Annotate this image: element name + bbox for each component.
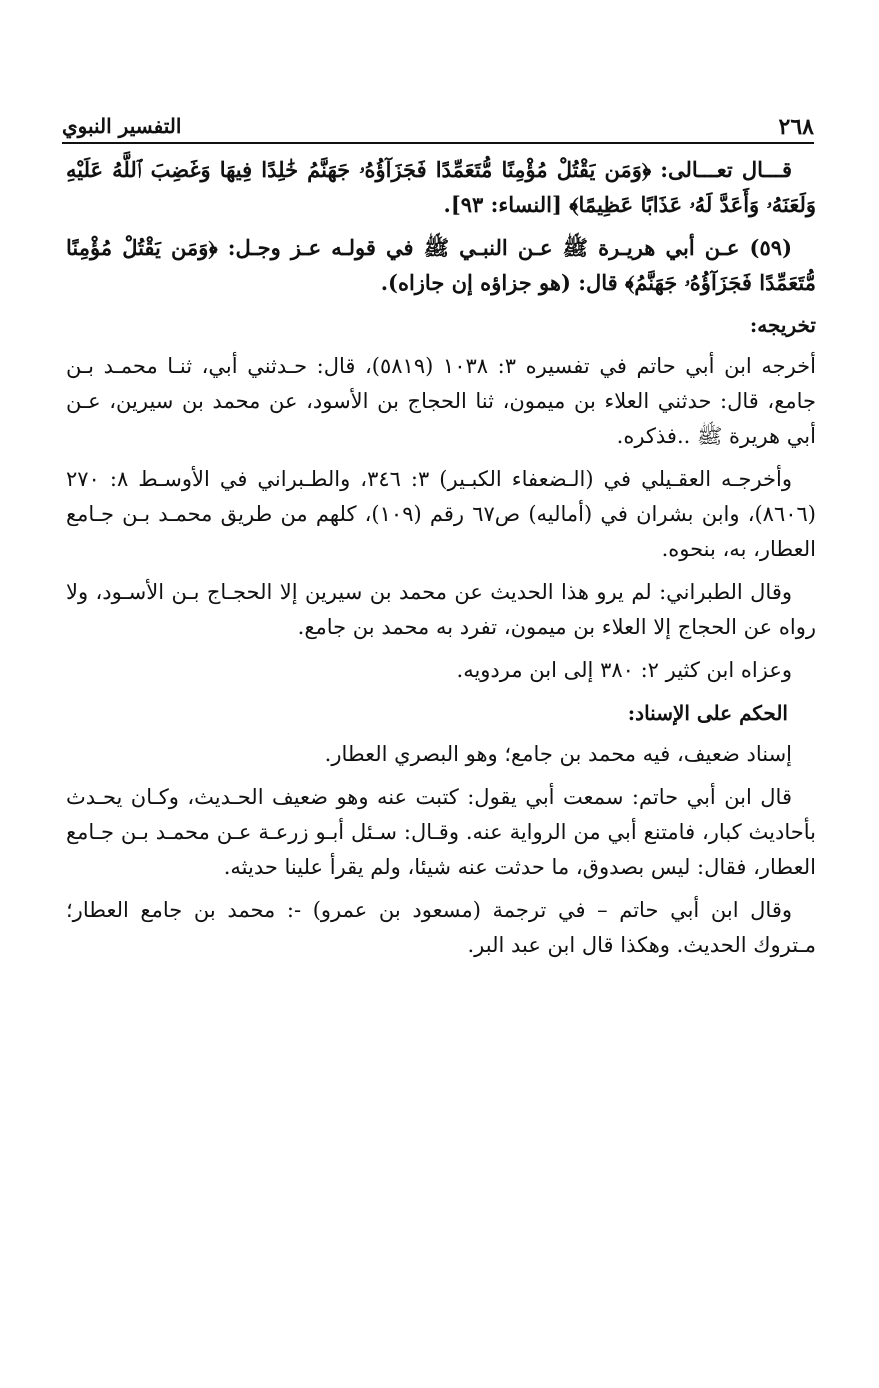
page-number: ٢٦٨ <box>778 114 814 140</box>
takhrij-paragraph-1: أخرجه ابن أبي حاتم في تفسيره ٣: ١٠٣٨ (٥٨١٩)، قال: حـدثني أبي، ثنـا محمـد بـن جامع، قال: حدثني العلاء بن ميمون، ثنا الحجاج بن الأسود، عن محمد بن سيرين، عـن أبي هريرة ﷺ ..فذكره. <box>66 354 816 448</box>
tabarani-paragraph: وقال الطبراني: لم يرو هذا الحديث عن محمد بن سيرين إلا الحجـاج بـن الأسـود، ولا رواه عن الحجاج إلا العلاء بن ميمون، تفرد به محمد بن جامع. <box>66 580 816 639</box>
running-header <box>62 108 814 142</box>
hadith-59-paragraph: (٥٩) عـن أبي هريـرة ﷺ عـن النبـي ﷺ في قولـه عـز وجـل: ﴿وَمَن يَقْتُلْ مُؤْمِنًا مُّتَعَمِّدًا فَجَزَآؤُهُۥ جَهَنَّمُ﴾ قال: (هو جزاؤه إن جازاه). <box>66 235 816 295</box>
page-body <box>66 152 816 971</box>
book-title: التفسير النبوي <box>62 114 182 138</box>
ibn-kathir-paragraph: وعزاه ابن كثير ٢: ٣٨٠ إلى ابن مردويه. <box>456 658 792 682</box>
takhrij-paragraph-2: وأخرجـه العقـيلي في (الـضعفاء الكبـير) ٣: ٣٤٦، والطـبراني في الأوسـط ٨: ٢٧٠ (٨٦٠٦)، وابن بشران في (أماليه) ص٦٧ رقم (١٠٩)، كلهم من طريق محمـد بـن جـامع العطار، به، بنحوه. <box>66 467 816 561</box>
isnad-ruling-paragraph: إسناد ضعيف، فيه محمد بن جامع؛ وهو البصري العطار. <box>324 742 792 766</box>
quran-verse-paragraph: قـــال تعـــالى: ﴿وَمَن يَقْتُلْ مُؤْمِنًا مُّتَعَمِّدًا فَجَزَآؤُهُۥ جَهَنَّمُ خَٰلِدًا فِيهَا وَغَضِبَ ٱللَّهُ عَلَيْهِ وَلَعَنَهُۥ وَأَعَدَّ لَهُۥ عَذَابًا عَظِيمًا﴾ [النساء: ٩٣]. <box>66 157 816 217</box>
header-divider <box>62 142 814 144</box>
isnad-ruling-heading: الحكم على الإسناد: <box>627 701 788 725</box>
ibn-abi-hatim-paragraph: قال ابن أبي حاتم: سمعت أبي يقول: كتبت عنه وهو ضعيف الحـديث، وكـان يحـدث بأحاديث كبار، فامتنع أبي من الرواية عنه. وقـال: سـئل أبـو زرعـة عـن محمـد بـن جـامع العطار، فقال: ليس بصدوق، ما حدثت عنه شيئا، ولم يقرأ علينا حديثه. <box>66 785 816 879</box>
ibn-abd-al-barr-paragraph: وقال ابن أبي حاتم – في ترجمة (مسعود بن عمرو) -: محمد بن جامع العطار؛ مـتروك الحديث. وهكذا قال ابن عبد البر. <box>66 898 816 957</box>
takhrij-heading: تخريجه: <box>749 313 816 337</box>
